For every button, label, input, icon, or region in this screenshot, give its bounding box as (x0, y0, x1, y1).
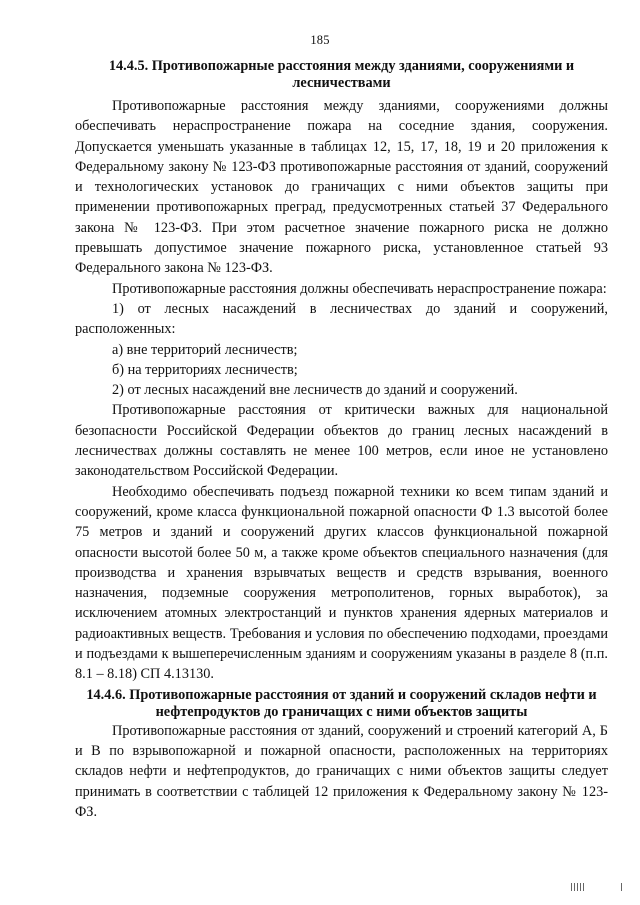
scan-marks (571, 883, 586, 891)
scan-mark (621, 883, 622, 891)
page-content (75, 58, 608, 822)
list-item: 2) от лесных насаждений вне лесничеств до зданий и сооружений. (112, 382, 518, 399)
paragraph: Противопожарные расстояния от критически важных для национальной безопасности Российской Федерации объектов до границ лесных насаждений в лесничествах должны составлять не менее 100 метров, если иное не установлено законодательством Российской Федерации. (75, 402, 608, 480)
paragraph: Противопожарные расстояния должны обеспечивать нераспространение пожара: (112, 280, 607, 297)
page-number: 185 (310, 33, 330, 47)
list-item: б) на территориях лесничеств; (112, 361, 298, 378)
paragraph: Необходимо обеспечивать подъезд пожарной техники ко всем типам зданий и сооружений, кроме класса функциональной пожарной опасности Ф 1.3 высотой более 75 метров и зданий и сооружений других классов функциональной пожарной опасности высотой более 50 м, а также кроме объектов специального назначения (для производства и хранения взрывчатых веществ и средств взрывания, военного назначения, подземные сооружения метрополитенов, горных выработок), за исключением атомных электростанций и пунктов хранения ядерных материалов и радиоактивных веществ. Требования и условия по обеспечению подходами, проездами и подъездами к вышеперечисленным зданиям и сооружениям указаны в разделе 8 (п.п. 8.1 – 8.18) СП 4.13130. (75, 483, 608, 683)
section-heading-14-4-5: 14.4.5. Противопожарные расстояния между зданиями, сооружениями и лесничествами (108, 58, 575, 91)
section-heading-14-4-6: 14.4.6. Противопожарные расстояния от зданий и сооружений складов нефти и нефтепродуктов до граничащих с ними объектов защиты (86, 686, 597, 720)
list-item: а) вне территорий лесничеств; (112, 341, 298, 358)
paragraph: Противопожарные расстояния от зданий, сооружений и строений категорий А, Б и В по взрывопожарной и пожарной опасности, расположенных на территориях складов нефти и нефтепродуктов, до граничащих с ними объектов защиты следует принимать в соответствии с таблицей 12 приложения к Федеральному закону № 123-ФЗ. (75, 722, 608, 820)
list-item: 1) от лесных насаждений в лесничествах до зданий и сооружений, расположенных: (75, 300, 608, 338)
paragraph: Противопожарные расстояния между зданиями, сооружениями должны обеспечивать нераспространение пожара на соседние здания, сооружения. Допускается уменьшать указанные в таблицах 12, 15, 17, 18, 19 и 20 приложения к Федеральному закону № 123-ФЗ противопожарные расстояния от зданий, сооружений и технологических установок до граничащих с ними объектов защиты при применении противопожарных преград, предусмотренных статьей 37 Федерального закона № 123-ФЗ. При этом расчетное значение пожарного риска не должно превышать допустимое значение пожарного риска, установленное статьей 93 Федерального закона № 123-ФЗ. (75, 98, 608, 277)
